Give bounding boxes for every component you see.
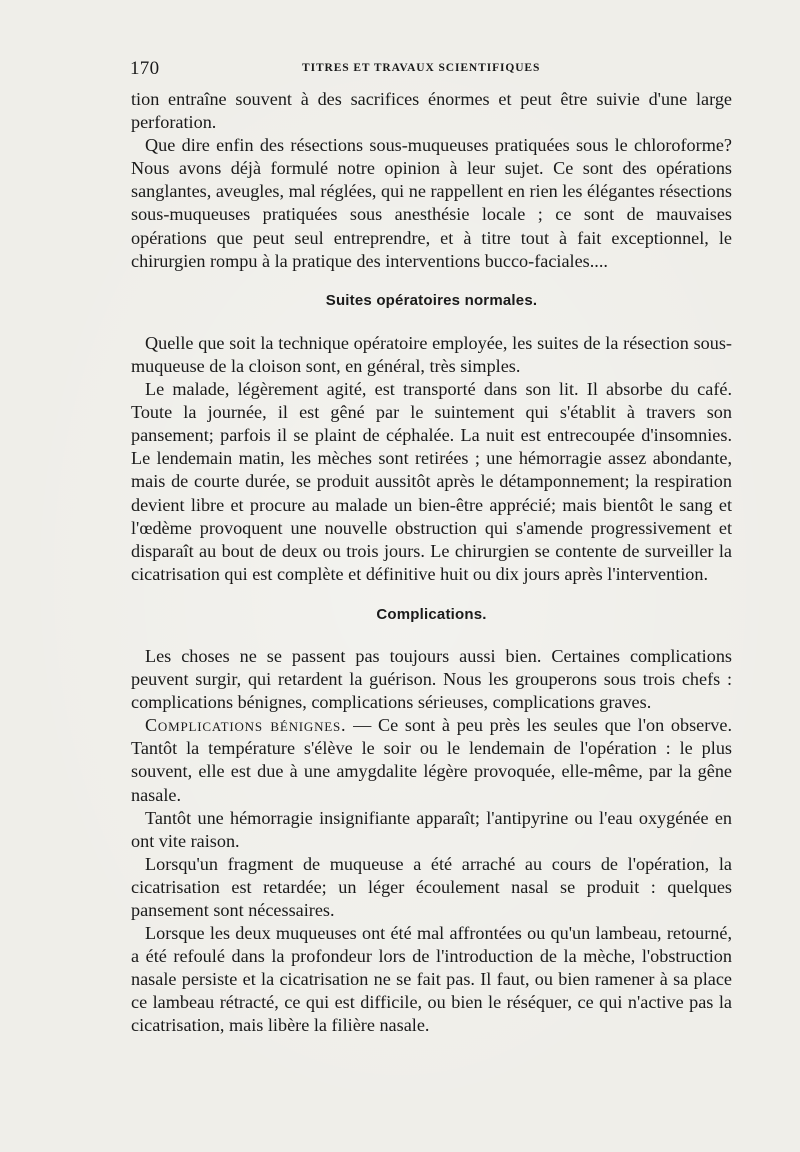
paragraph-9: Lorsque les deux muqueuses ont été mal affrontées ou qu'un lambeau, retourné, a été refoulé dans la profondeur lors de l'introduction de la mèche, l'obstruction nasale persiste et la cicatrisation ne se fait pas. Il faut, ou bien ramener à sa place ce lambeau rétracté, ce qui est difficile, ou bien le réséquer, ce qui n'active pas la cicatrisation, mais libère la filière nasale. bbox=[131, 923, 732, 1036]
complications-benignes-lead: Complications bénignes. bbox=[145, 715, 347, 736]
section-heading-complications: Complications. bbox=[376, 605, 487, 623]
paragraph-2: Que dire enfin des résections sous-muqueuses pratiquées sous le chloroforme? Nous avons déjà formulé notre opinion à leur sujet. Ce sont des opérations sanglantes, aveugles, mal réglées, qui ne rappellent en rien les élégantes résections sous-muqueuses pratiquées sous anesthésie locale ; ce sont de mauvaises opérations que peut seul entreprendre, et à titre tout à fait exceptionnel, le chirurgien rompu à la pratique des interventions bucco-faciales.... bbox=[131, 135, 732, 271]
paragraph-3: Quelle que soit la technique opératoire employée, les suites de la résection sous-muqueuse de la cloison sont, en général, très simples. bbox=[131, 332, 732, 376]
page-number: 170 bbox=[130, 58, 160, 79]
section-heading-suites-operatoires: Suites opératoires normales. bbox=[325, 291, 538, 309]
paragraph-6 bbox=[131, 714, 732, 806]
paragraph-6-text: — Ce sont à peu près les seules que l'on observe. Tantôt la température s'élève le soir ou le lendemain de l'opération : le plus souvent, elle est due à une amygdalite légère provoquée, elle-même, par la gêne nasale. bbox=[131, 715, 732, 805]
paragraph-5: Les choses ne se passent pas toujours aussi bien. Certaines complications peuvent surgir, qui retardent la guérison. Nous les grouperons sous trois chefs : complications bénignes, complications sérieuses, complications graves. bbox=[131, 645, 732, 713]
paragraph-8: Lorsqu'un fragment de muqueuse a été arraché au cours de l'opération, la cicatrisation est retardée; un léger écoulement nasal se produit : quelques pansement sont nécessaires. bbox=[131, 853, 732, 920]
paragraph-4: Le malade, légèrement agité, est transporté dans son lit. Il absorbe du café. Toute la journée, il est gêné par le suintement qui s'établit à travers son pansement; parfois il se plaint de céphalée. La nuit est entrecoupée d'insomnies. Le lendemain matin, les mèches sont retirées ; une hémorragie assez abondante, mais de courte durée, se produit aussitôt après le détamponnement; la respiration devient libre et procure au malade un bien-être apprécié; mais bientôt le sang et l'œdème provoquent une nouvelle obstruction qui s'amende progressivement et disparaît au bout de deux ou trois jours. Le chirurgien se contente de surveiller la cicatrisation qui est complète et définitive huit ou dix jours après l'intervention. bbox=[131, 379, 732, 584]
running-title: TITRES ET TRAVAUX SCIENTIFIQUES bbox=[302, 62, 541, 74]
paragraph-7: Tantôt une hémorragie insignifiante apparaît; l'antipyrine ou l'eau oxygénée en ont vite raison. bbox=[131, 807, 732, 851]
paragraph-1: tion entraîne souvent à des sacrifices énormes et peut être suivie d'une large perforation. bbox=[131, 89, 732, 133]
document-body bbox=[131, 88, 732, 1038]
page-header bbox=[130, 58, 730, 82]
